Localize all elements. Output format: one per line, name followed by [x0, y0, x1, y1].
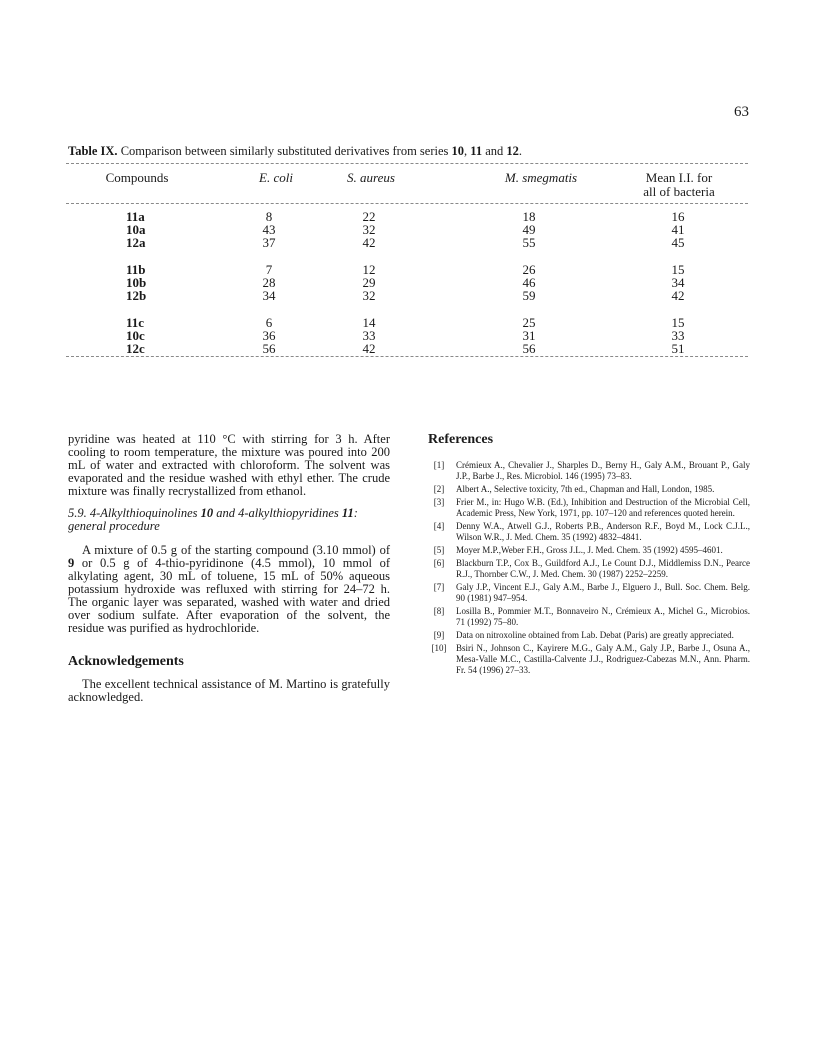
reference-text: Data on nitroxoline obtained from Lab. Debat (Paris) are greatly appreciated.	[456, 630, 734, 640]
cell-saureus: 42	[362, 235, 376, 250]
cell-smegmatis: 25	[522, 315, 536, 330]
cell-saureus: 33	[362, 328, 376, 343]
cell-mean: 51	[671, 341, 685, 356]
reference-text: Denny W.A., Atwell G.J., Roberts P.B., Anderson R.F., Boyd M., Lock C.J.L., Wilson W.R., J. Med. Chem. 35 (1992) 4832–4841.	[456, 521, 750, 542]
table-caption-text: Comparison between similarly substituted derivatives from series	[120, 144, 449, 158]
cell-ecoli: 34	[262, 288, 276, 303]
references-list	[428, 460, 750, 678]
table-caption-series-3: 12	[506, 144, 519, 158]
section-subheading	[68, 507, 390, 533]
reference-text: Losilla B., Pommier M.T., Bonnaveiro N., Crémieux A., Michel G., Microbios. 71 (1992) 75–80.	[456, 606, 750, 627]
reference-number: [6]	[433, 558, 445, 568]
reference-item	[428, 484, 750, 495]
cell-smegmatis: 55	[522, 235, 536, 250]
subhead-part1: 5.9. 4-Alkylthioquinolines	[68, 506, 198, 520]
table-caption-series-1: 10	[451, 144, 465, 158]
reference-item	[428, 497, 750, 519]
cell-smegmatis: 59	[522, 288, 536, 303]
header-mean-line2: all of bacteria	[643, 184, 715, 199]
cell-smegmatis: 46	[522, 275, 536, 290]
cell-saureus: 42	[362, 341, 376, 356]
p2-part-b: or 0.5 g of 4-thio-pyridinone (4.5 mmol), 10 mmol of alkylating agent, 30 mL of toluene, 15 mL of 50% aqueous potassium hydroxide was refluxed with stirring for 24–72 h. The organic layer was separated, washed with water and dried over sodium sulfate. After evaporation of the solvent, the residue was purified as hydrochloride.	[68, 556, 391, 635]
table-bottom-rule	[66, 356, 748, 357]
reference-item	[428, 460, 750, 482]
p2-compound-9: 9	[68, 556, 75, 570]
paragraph-procedure-end: pyridine was heated at 110 °C with stirring for 3 h. After cooling to room temperature, the mixture was poured into 200 mL of water and extracted with chloroform. The solvent was evaporated and the residue washed with ethyl ether. The crude mixture was finally recrystallized from ethanol.	[68, 432, 390, 498]
header-saureus: S. aureus	[347, 170, 395, 185]
table-row	[66, 223, 748, 236]
table-row	[66, 329, 748, 342]
subhead-compound-11: 11	[341, 506, 354, 520]
cell-saureus: 29	[362, 275, 376, 290]
cell-compound: 10c	[126, 328, 145, 343]
reference-item	[428, 606, 750, 628]
reference-number: [9]	[433, 630, 445, 640]
table-row	[66, 210, 748, 223]
table-caption-end: .	[518, 144, 523, 158]
subhead-compound-10: 10	[200, 506, 214, 520]
table-row-group	[66, 263, 748, 302]
table-top-rule	[66, 163, 748, 164]
cell-compound: 12b	[126, 288, 147, 303]
cell-mean: 15	[671, 315, 685, 330]
header-ecoli: E. coli	[259, 170, 293, 185]
cell-saureus: 22	[362, 209, 376, 224]
cell-mean: 34	[671, 275, 685, 290]
subhead-part3: : general procedure	[68, 506, 358, 533]
cell-saureus: 32	[362, 288, 376, 303]
references-heading: References	[428, 432, 494, 447]
reference-text: Frier M., in: Hugo W.B. (Ed.), Inhibition and Destruction of the Microbial Cell, Academic Press, New York, 1971, pp. 107–120 and references quoted herein.	[456, 497, 750, 518]
header-smegmatis: M. smegmatis	[504, 170, 578, 185]
table-row	[66, 263, 748, 276]
header-mean	[624, 171, 734, 199]
cell-smegmatis: 56	[522, 341, 536, 356]
reference-number: [10]	[431, 643, 447, 653]
reference-number: [5]	[433, 545, 445, 555]
cell-compound: 12a	[126, 235, 146, 250]
paragraph-general-procedure	[68, 544, 390, 635]
cell-compound: 11b	[126, 262, 146, 277]
cell-ecoli: 56	[262, 341, 276, 356]
table-row	[66, 289, 748, 302]
cell-ecoli: 37	[262, 235, 276, 250]
acknowledgements-text: The excellent technical assistance of M. Martino is gratefully acknowledged.	[68, 677, 390, 704]
cell-compound: 11c	[126, 315, 145, 330]
reference-text: Albert A., Selective toxicity, 7th ed., Chapman and Hall, London, 1985.	[456, 484, 715, 494]
reference-item	[428, 643, 750, 676]
cell-mean: 15	[671, 262, 685, 277]
table-row	[66, 276, 748, 289]
p2-part-a: A mixture of 0.5 g of the starting compound (3.10 mmol) of	[82, 543, 390, 557]
cell-smegmatis: 49	[522, 222, 536, 237]
cell-mean: 16	[671, 209, 685, 224]
cell-ecoli: 7	[265, 262, 273, 277]
table-caption-series-2: 11	[470, 144, 483, 158]
cell-ecoli: 28	[262, 275, 276, 290]
cell-mean: 41	[671, 222, 685, 237]
reference-number: [4]	[433, 521, 445, 531]
reference-number: [7]	[433, 582, 445, 592]
table-row-group	[66, 210, 748, 249]
header-compounds: Compounds	[105, 170, 169, 185]
cell-compound: 10b	[126, 275, 147, 290]
cell-mean: 45	[671, 235, 685, 250]
reference-item	[428, 582, 750, 604]
table-caption-label: Table IX.	[68, 144, 118, 158]
cell-smegmatis: 31	[522, 328, 536, 343]
cell-saureus: 14	[362, 315, 376, 330]
reference-number: [8]	[433, 606, 445, 616]
reference-item	[428, 558, 750, 580]
cell-ecoli: 6	[265, 315, 273, 330]
table-row	[66, 236, 748, 249]
cell-mean: 42	[671, 288, 685, 303]
table-caption-and: and	[485, 144, 504, 158]
table-body	[66, 210, 748, 355]
reference-item	[428, 545, 750, 556]
table-caption: Table IX. Comparison between similarly substituted derivatives from series 10, 11 and 12.	[68, 144, 523, 158]
reference-text: Bsiri N., Johnson C., Kayirere M.G., Galy A.M., Galy J.P., Barbe J., Osuna A., Mesa-Valle M.C., Castilla-Calvente J.J., Rodriguez-Cabezas M.N., Ann. Pharm. Fr. 54 (1996) 27–33.	[456, 643, 750, 675]
reference-number: [1]	[433, 460, 445, 470]
table-header	[66, 168, 748, 202]
header-mean-line1: Mean I.I. for	[645, 170, 713, 185]
reference-number: [2]	[433, 484, 445, 494]
reference-number: [3]	[433, 497, 445, 507]
reference-text: Crémieux A., Chevalier J., Sharples D., Berny H., Galy A.M., Brouant P., Galy J.P., Barbe J., Res. Microbiol. 146 (1995) 73–83.	[456, 460, 750, 481]
cell-ecoli: 8	[265, 209, 273, 224]
cell-ecoli: 36	[262, 328, 276, 343]
data-table	[66, 168, 748, 355]
reference-item	[428, 630, 750, 641]
reference-text: Moyer M.P.,Weber F.H., Gross J.L., J. Med. Chem. 35 (1992) 4595–4601.	[456, 545, 723, 555]
cell-saureus: 32	[362, 222, 376, 237]
cell-ecoli: 43	[262, 222, 276, 237]
subhead-part2: and 4-alkylthiopyridines	[216, 506, 339, 520]
reference-item	[428, 521, 750, 543]
table-row-group	[66, 316, 748, 355]
cell-smegmatis: 26	[522, 262, 536, 277]
cell-compound: 11a	[126, 209, 145, 224]
page-number: 63	[734, 104, 749, 120]
cell-smegmatis: 18	[522, 209, 536, 224]
reference-text: Blackburn T.P., Cox B., Guildford A.J., Le Count D.J., Middlemiss D.N., Pearce R.J., Thornber C.W., J. Med. Chem. 30 (1987) 2252–2259.	[456, 558, 750, 579]
cell-mean: 33	[671, 328, 685, 343]
cell-saureus: 12	[362, 262, 376, 277]
acknowledgements-heading: Acknowledgements	[68, 654, 184, 669]
cell-compound: 12c	[126, 341, 145, 356]
table-row	[66, 316, 748, 329]
reference-text: Galy J.P., Vincent E.J., Galy A.M., Barbe J., Elguero J., Bull. Soc. Chem. Belg. 90 (1981) 947–954.	[456, 582, 750, 603]
cell-compound: 10a	[126, 222, 146, 237]
table-row	[66, 342, 748, 355]
